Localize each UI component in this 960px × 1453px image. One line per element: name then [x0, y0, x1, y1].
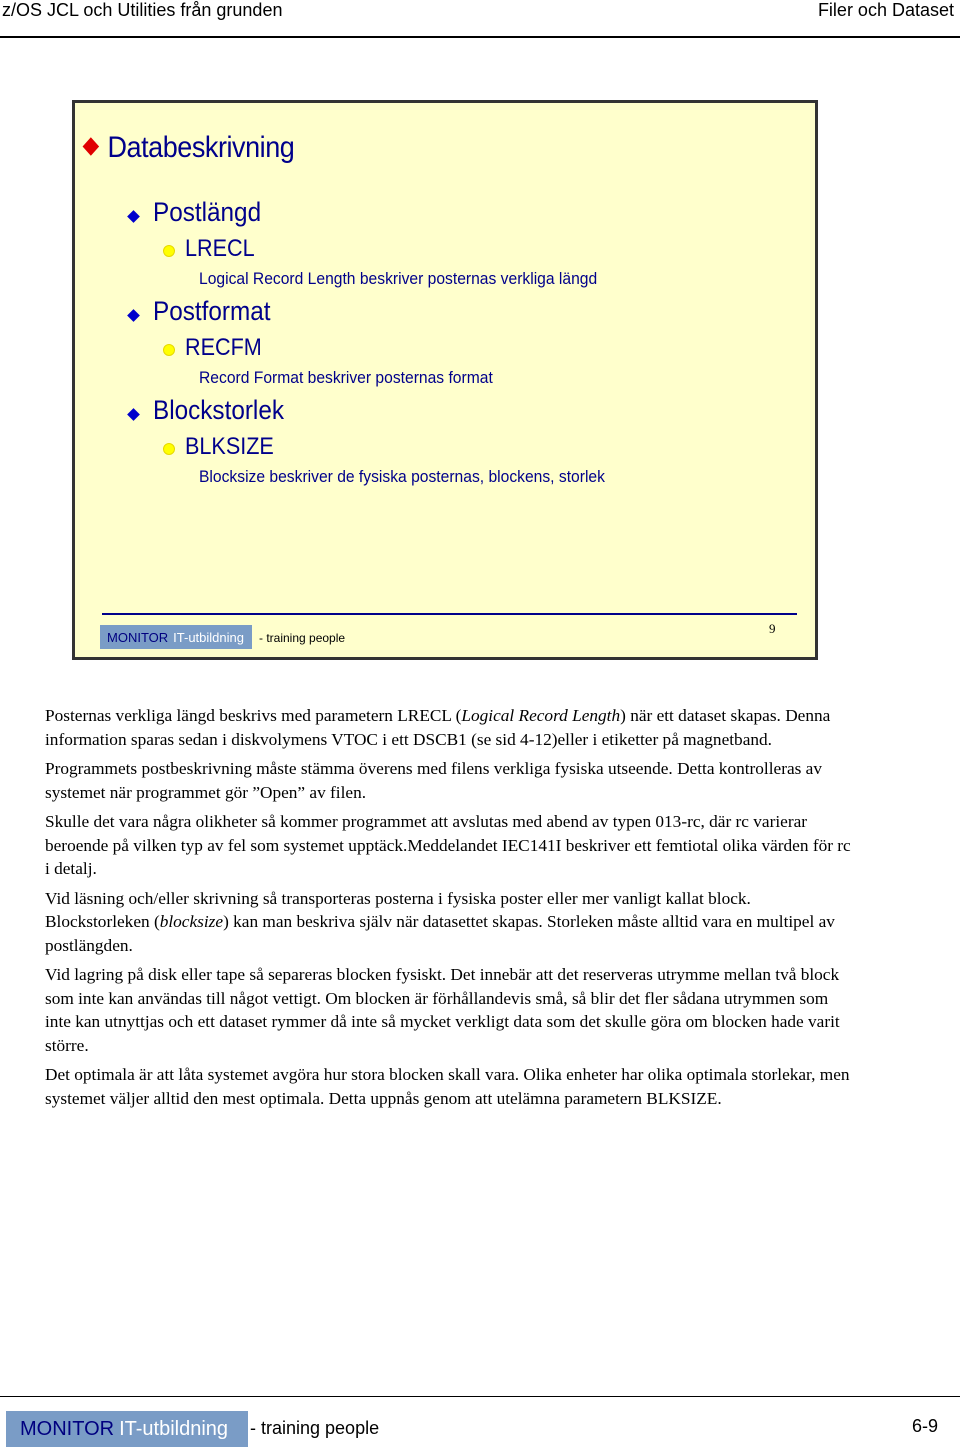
paragraph: Programmets postbeskrivning måste stämma överens med filens verkliga fysiska utseende. Detta kontrolleras av systemet när programmet gör ”Open” av filen.	[45, 759, 822, 802]
paragraph: Posternas verkliga längd beskrivs med parametern LRECL (Logical Record Length) när ett dataset skapas. Denna information sparas sedan i diskvolymens VTOC i ett DSCB1 (se sid 4-12)eller i etiketter på magnetband.	[45, 706, 831, 749]
item-keyword: RECFM	[185, 334, 262, 361]
yellow-dot-bullet-icon	[163, 344, 175, 356]
body-text	[45, 704, 855, 1116]
item-heading: Postformat	[153, 296, 271, 326]
red-diamond-bullet-icon	[83, 137, 100, 155]
page-number: 6-9	[911, 1416, 938, 1436]
item-description: Record Format beskriver posternas format	[199, 368, 493, 387]
logo-it-text: IT-utbildning	[173, 629, 244, 645]
item-keyword: BLKSIZE	[185, 433, 274, 460]
slide-footer-divider	[102, 613, 797, 615]
blue-diamond-bullet-icon	[127, 210, 140, 223]
logo-monitor-text: MONITOR	[107, 629, 169, 645]
paragraph: Vid lagring på disk eller tape så separeras blocken fysiskt. Det innebär att det reserveras utrymme mellan två block som inte kan användas till något vettigt. Om blocken är förhållandevis små, så blir det fler sådana utrymmen som inte kan utnyttjas och ett dataset rymmer då inte så mycket verkligt data som det skulle göra om blocken hade varit större.	[45, 965, 840, 1055]
page-footer-divider	[0, 1396, 960, 1397]
logo-monitor-text: MONITOR	[20, 1417, 115, 1440]
item-heading: Postlängd	[153, 197, 262, 227]
slide-tagline: - training people	[259, 631, 346, 645]
slide	[72, 100, 818, 660]
logo-it-text: IT-utbildning	[119, 1417, 229, 1440]
item-heading: Blockstorlek	[153, 395, 284, 425]
item-keyword: LRECL	[185, 235, 255, 262]
item-description: Blocksize beskriver de fysiska posternas, blockens, storlek	[199, 467, 605, 486]
blue-diamond-bullet-icon	[127, 309, 140, 322]
blue-diamond-bullet-icon	[127, 408, 140, 421]
slide-title-text: Databeskrivning	[107, 131, 295, 164]
item-description: Logical Record Length beskriver posternas verkliga längd	[199, 269, 598, 288]
paragraph: Vid läsning och/eller skrivning så transporteras posterna i fysiska poster eller mer vanligt kallat block. Blockstorleken (blocksize) kan man beskriva själv när datasettet skapas. Storleken måste alltid vara en multipel av postlängden.	[45, 888, 835, 955]
slide-title	[85, 131, 294, 165]
slide-number: 9	[769, 621, 776, 636]
page-header	[0, 0, 960, 38]
chapter-title: Filer och Dataset	[817, 0, 954, 20]
yellow-dot-bullet-icon	[163, 245, 175, 257]
slide-logo	[100, 625, 252, 649]
footer-logo	[6, 1411, 248, 1447]
footer-tagline: - training people	[250, 1418, 380, 1438]
paragraph: Det optimala är att låta systemet avgöra hur stora blocken skall vara. Olika enheter har olika optimala storlekar, men systemet väljer alltid den mest optimala. Detta uppnås genom att utelämna parametern BLKSIZE.	[45, 1065, 850, 1108]
yellow-dot-bullet-icon	[163, 443, 175, 455]
paragraph: Skulle det vara några olikheter så kommer programmet att avslutas med abend av typen 013-rc, där rc varierar beroende på vilken typ av fel som systemet upptäck.Meddelandet IEC141I beskriver ett femtiotal olika värden för rc i detalj.	[45, 812, 851, 878]
document-title: z/OS JCL och Utilities från grunden	[2, 0, 283, 20]
